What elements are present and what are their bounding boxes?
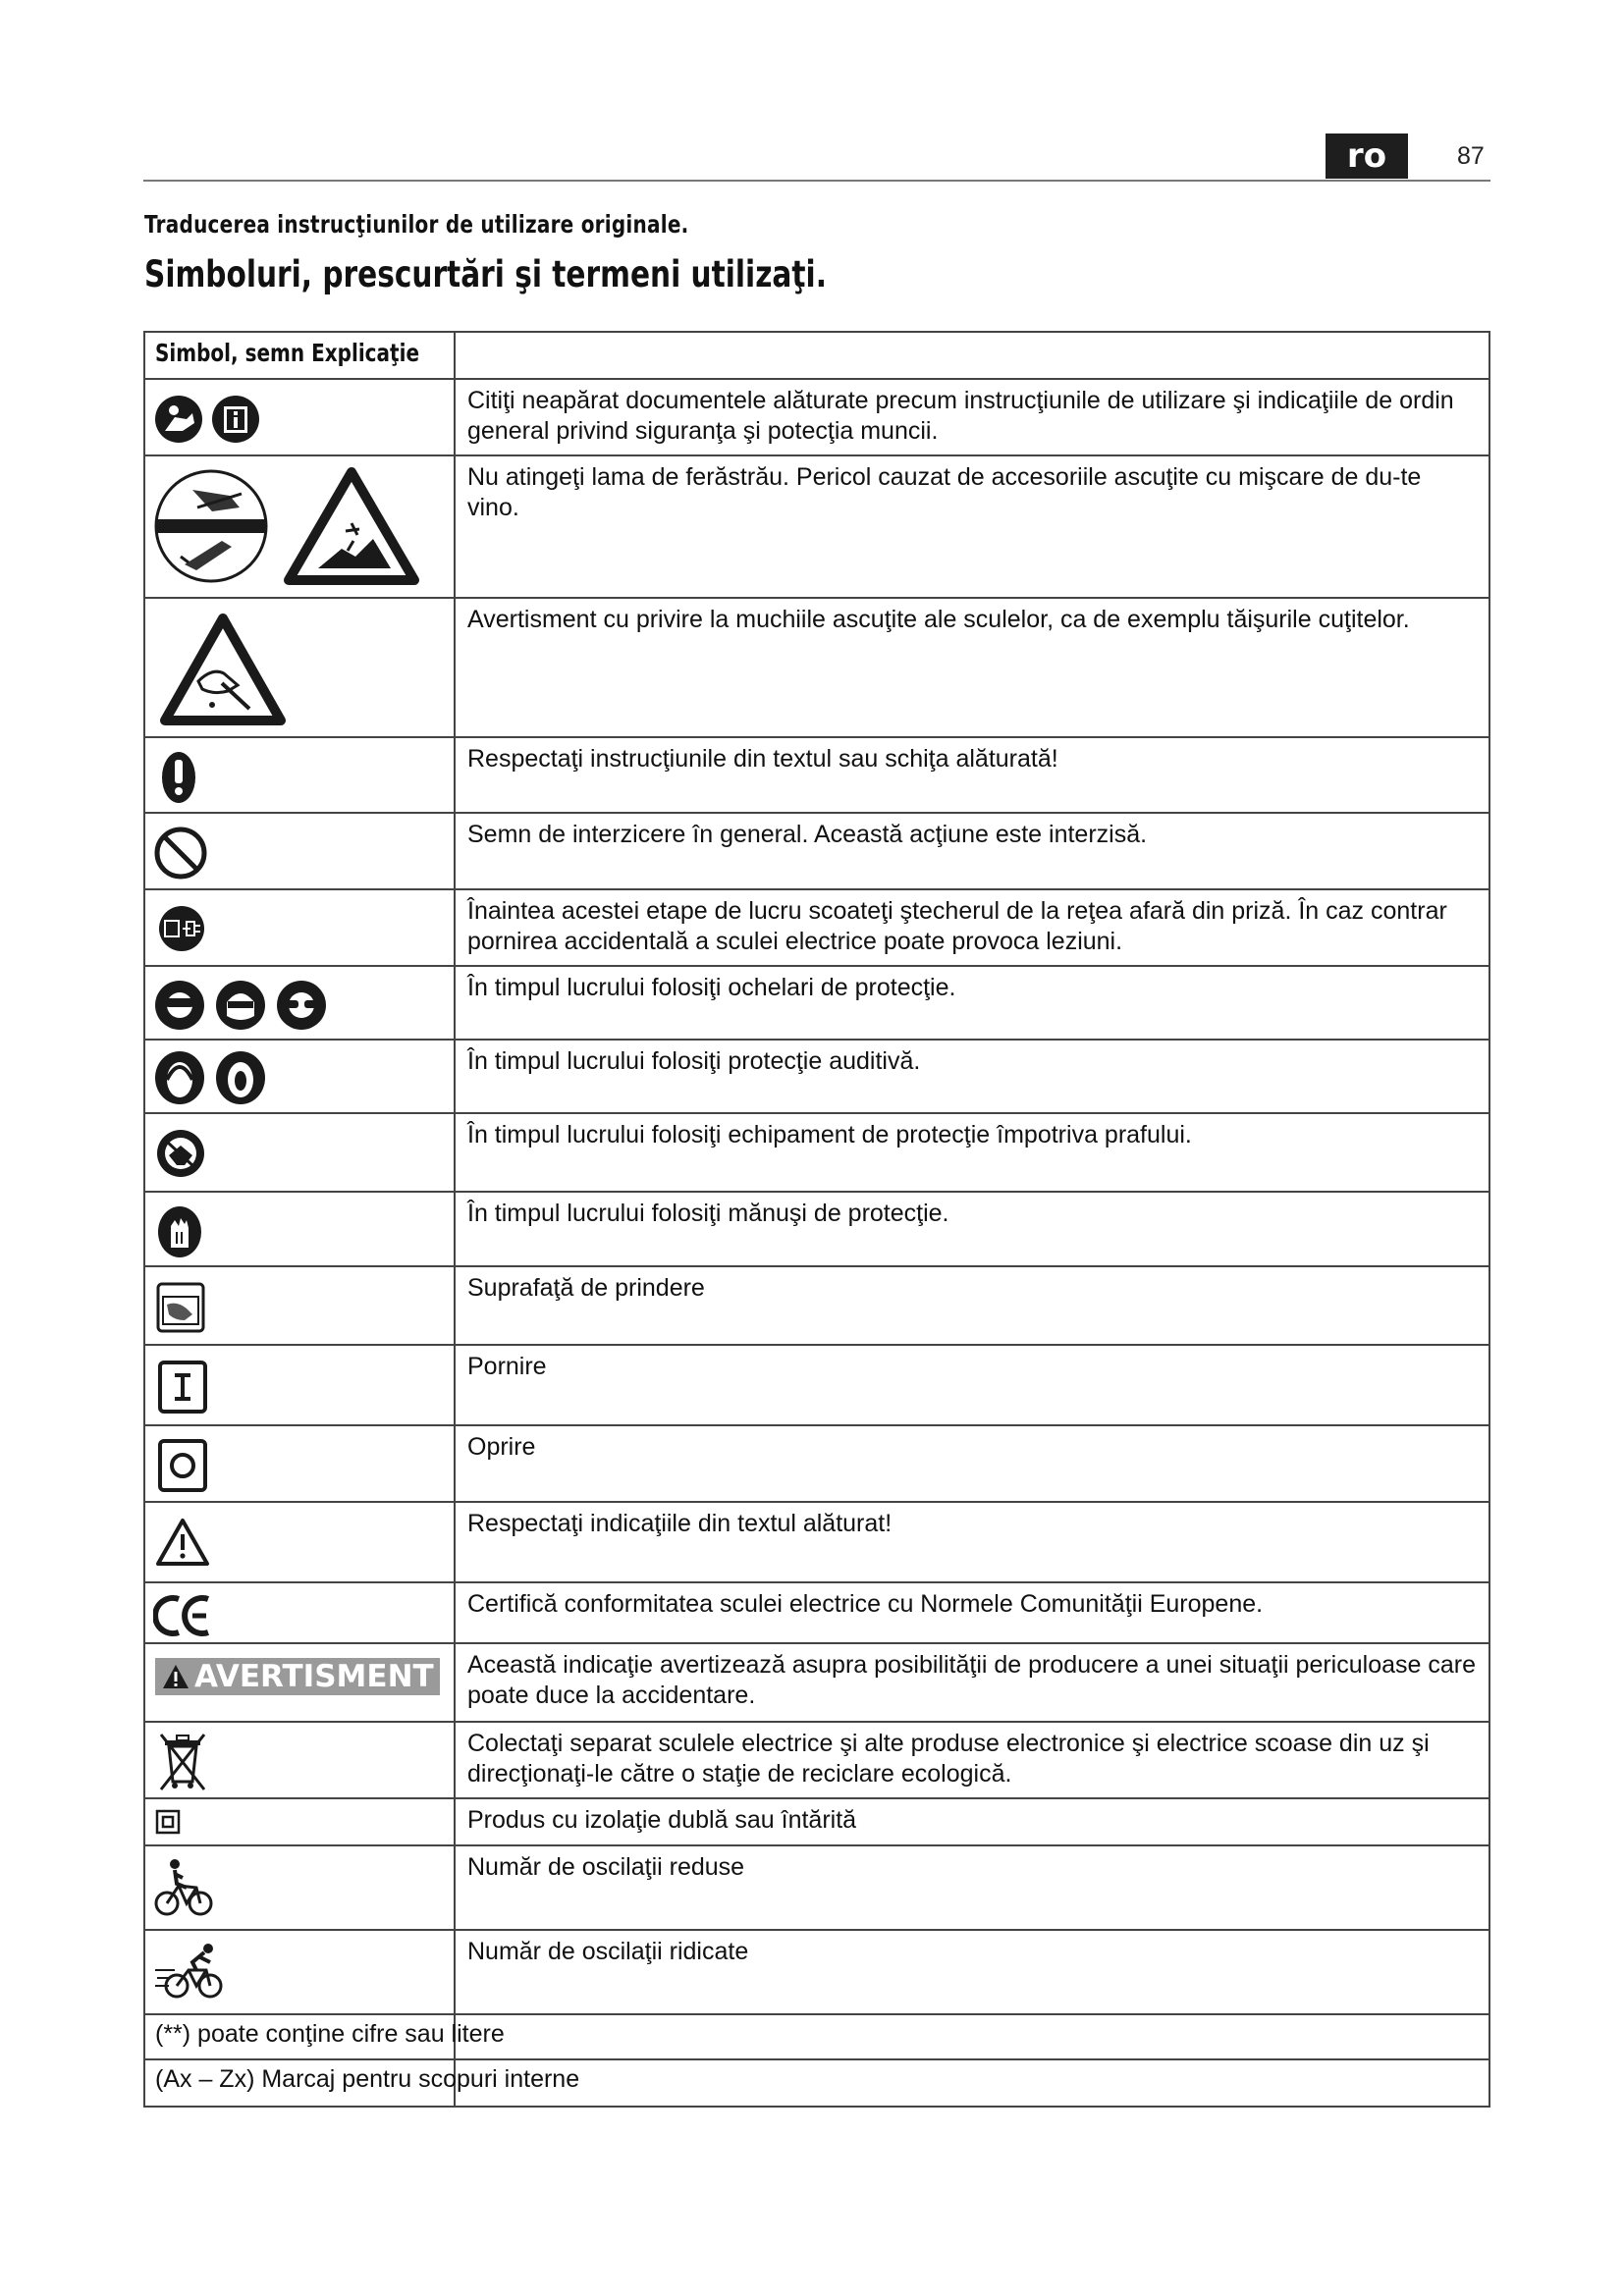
table-row bbox=[145, 1583, 1489, 1644]
table-row bbox=[145, 890, 1489, 967]
explanation-text: Avertisment cu privire la muchiile ascuţite ale sculelor, ca de exemplu tăişurile cuţitelor. bbox=[467, 606, 1410, 633]
explanation-text: Nu atingeţi lama de ferăstrău. Pericol cauzat de accesoriile ascuţite cu mişcare de du-te vino. bbox=[467, 463, 1422, 521]
explanation-text: În timpul lucrului folosiţi mănuşi de protecţie. bbox=[467, 1200, 949, 1227]
crossed-bin-icon bbox=[155, 1731, 210, 1791]
explanation-text: Înaintea acestei etape de lucru scoateţi ştecherul de la reţea afară din priză. În caz contrar pornirea accidentală a sculei electrice poate provoca leziuni. bbox=[467, 897, 1447, 955]
symbol-cell bbox=[145, 814, 456, 888]
unplug-icon bbox=[157, 904, 206, 953]
footnote-row bbox=[145, 2015, 1489, 2060]
symbol-cell bbox=[145, 1931, 456, 2013]
table-header-label: Simbol, semn Explicaţie bbox=[155, 339, 420, 367]
table-row bbox=[145, 599, 1489, 738]
symbols-table bbox=[143, 331, 1490, 2108]
symbol-cell bbox=[145, 1426, 456, 1501]
explanation-text: Pornire bbox=[467, 1353, 547, 1380]
slow-bicycle-icon bbox=[153, 1858, 216, 1919]
warning-label-text: AVERTISMENT bbox=[194, 1659, 434, 1694]
exclamation-icon bbox=[153, 750, 204, 805]
footnote-text: (**) poate conţine cifre sau litere bbox=[155, 2020, 505, 2048]
info-book-icon bbox=[210, 394, 261, 445]
symbol-cell bbox=[145, 967, 456, 1039]
symbol-cell bbox=[145, 1723, 456, 1797]
grip-surface-icon bbox=[155, 1281, 206, 1334]
table-row bbox=[145, 456, 1489, 599]
explanation-text: Semn de interzicere în general. Această acţiune este interzisă. bbox=[467, 821, 1148, 848]
symbol-cell bbox=[145, 1193, 456, 1265]
symbol-cell bbox=[145, 380, 456, 454]
attention-blade-icon bbox=[153, 468, 269, 584]
table-row bbox=[145, 1114, 1489, 1193]
explanation-text: Certifică conformitatea sculei electrice cu Normele Comunităţii Europene. bbox=[467, 1590, 1264, 1618]
symbol-cell bbox=[145, 456, 456, 597]
switch-on-icon bbox=[157, 1360, 208, 1415]
explanation-text: Oprire bbox=[467, 1433, 536, 1461]
symbol-cell bbox=[145, 890, 456, 965]
ear-muffs-icon bbox=[153, 1050, 206, 1105]
explanation-text: Colectaţi separat sculele electrice şi alte produse electronice şi electrice scoase din uz şi direcţionaţi-le către o staţie de reciclare ecologică. bbox=[467, 1730, 1430, 1788]
goggles-icon bbox=[153, 979, 206, 1032]
table-row bbox=[145, 967, 1489, 1041]
prohibition-icon bbox=[153, 826, 208, 881]
subtitle: Traducerea instrucţiunilor de utilizare originale. bbox=[144, 210, 689, 239]
switch-off-icon bbox=[157, 1438, 208, 1493]
explanation-text: Număr de oscilaţii reduse bbox=[467, 1853, 745, 1881]
table-row bbox=[145, 738, 1489, 814]
symbol-cell bbox=[145, 1267, 456, 1344]
explanation-text: Număr de oscilaţii ridicate bbox=[467, 1938, 749, 1965]
fast-bicycle-icon bbox=[153, 1941, 228, 2002]
warning-hand-blade-icon bbox=[283, 466, 420, 586]
symbol-cell bbox=[145, 1114, 456, 1191]
symbol-cell bbox=[145, 1583, 456, 1642]
warning-label bbox=[155, 1658, 440, 1695]
footnote-row bbox=[145, 2060, 1489, 2108]
table-row bbox=[145, 1931, 1489, 2015]
explanation-text: Produs cu izolaţie dublă sau întărită bbox=[467, 1806, 857, 1834]
symbol-cell bbox=[145, 1846, 456, 1929]
table-row bbox=[145, 1346, 1489, 1426]
double-insulation-icon bbox=[155, 1809, 181, 1835]
dust-mask-icon bbox=[155, 1128, 206, 1179]
explanation-text: Respectaţi instrucţiunile din textul sau schiţa alăturată! bbox=[467, 745, 1058, 773]
table-row bbox=[145, 380, 1489, 456]
symbol-cell bbox=[145, 1346, 456, 1424]
symbol-cell bbox=[145, 1799, 456, 1844]
table-row bbox=[145, 1846, 1489, 1931]
language-badge: ro bbox=[1326, 133, 1408, 179]
table-row bbox=[145, 1193, 1489, 1267]
caution-triangle-icon bbox=[155, 1517, 210, 1568]
table-header bbox=[145, 333, 1489, 380]
read-manual-icon bbox=[153, 394, 204, 445]
explanation-text: În timpul lucrului folosiţi protecţie auditivă. bbox=[467, 1047, 921, 1075]
safety-glasses-icon bbox=[275, 979, 328, 1032]
face-shield-icon bbox=[214, 979, 267, 1032]
explanation-text: Această indicaţie avertizează asupra posibilităţii de producere a unei situaţii periculoase care poate duce la accidentare. bbox=[467, 1651, 1476, 1709]
gloves-icon bbox=[155, 1204, 204, 1259]
page-title: Simboluri, prescurtări şi termeni utilizaţi. bbox=[144, 253, 827, 295]
table-row bbox=[145, 1426, 1489, 1503]
symbol-cell bbox=[145, 1503, 456, 1581]
explanation-text: Suprafaţă de prindere bbox=[467, 1274, 705, 1302]
explanation-text: În timpul lucrului folosiţi ochelari de protecţie. bbox=[467, 974, 956, 1001]
table-row bbox=[145, 1644, 1489, 1723]
symbol-cell bbox=[145, 1041, 456, 1112]
sharp-edges-warning-icon bbox=[159, 613, 287, 726]
symbol-cell bbox=[145, 1644, 456, 1721]
table-row bbox=[145, 1267, 1489, 1346]
header-rule bbox=[143, 180, 1490, 182]
ce-mark-icon bbox=[153, 1593, 214, 1638]
warning-triangle-icon bbox=[161, 1663, 190, 1690]
symbol-cell bbox=[145, 738, 456, 812]
table-row bbox=[145, 1723, 1489, 1799]
explanation-text: Citiţi neapărat documentele alăturate precum instrucţiunile de utilizare şi indicaţiile de ordin general privind siguranţa şi potecţia muncii. bbox=[467, 387, 1454, 445]
ear-protection-icon bbox=[214, 1050, 267, 1105]
explanation-text: Respectaţi indicaţiile din textul alăturat! bbox=[467, 1510, 893, 1537]
table-row bbox=[145, 1799, 1489, 1846]
table-row bbox=[145, 1041, 1489, 1114]
page-number: 87 bbox=[1457, 142, 1485, 170]
explanation-text: În timpul lucrului folosiţi echipament de protecţie împotriva prafului. bbox=[467, 1121, 1192, 1148]
footnote-text: (Ax – Zx) Marcaj pentru scopuri interne bbox=[155, 2065, 580, 2093]
symbol-cell bbox=[145, 599, 456, 736]
table-row bbox=[145, 1503, 1489, 1583]
table-row bbox=[145, 814, 1489, 890]
